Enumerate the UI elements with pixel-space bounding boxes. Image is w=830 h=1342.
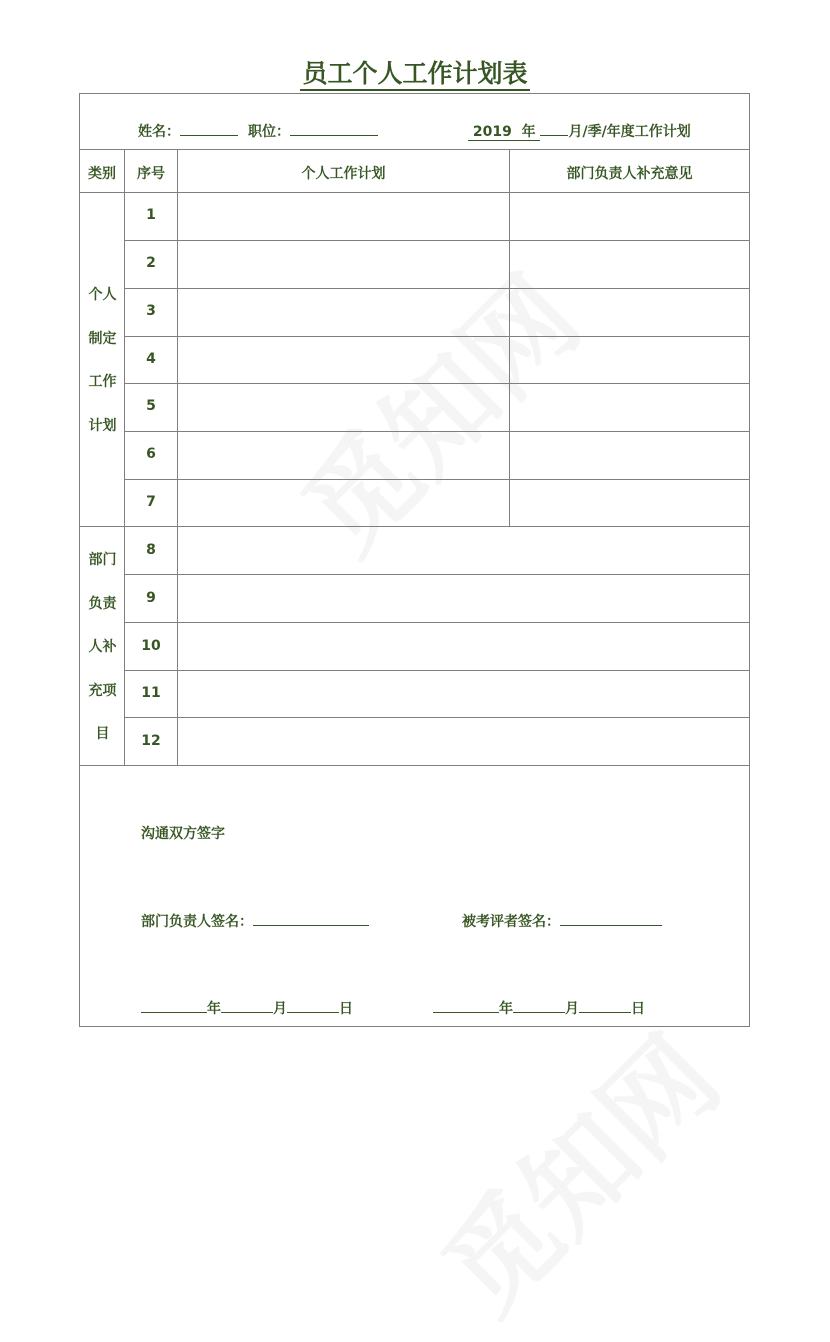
row-number: 1 xyxy=(146,207,156,223)
category-line: 充项 xyxy=(88,682,117,699)
year-unit: 年 xyxy=(207,1001,221,1017)
reviewee-date-field xyxy=(433,997,645,1018)
reviewee-sign-label: 被考评者签名： xyxy=(462,914,560,930)
category-line: 工作 xyxy=(88,374,117,390)
row-number: 12 xyxy=(141,733,161,749)
row-number: 7 xyxy=(146,494,156,510)
row-number: 8 xyxy=(146,542,156,558)
column-header-plan: 个人工作计划 xyxy=(301,166,386,182)
category-line: 负责 xyxy=(88,595,117,612)
row-number: 9 xyxy=(146,590,156,606)
column-header-category: 类别 xyxy=(88,166,116,182)
year-text: 2019 xyxy=(472,124,512,140)
column-header-number: 序号 xyxy=(137,166,165,182)
year-value[interactable] xyxy=(468,124,540,141)
dept-day-input[interactable] xyxy=(287,997,339,1013)
reviewee-year-input[interactable] xyxy=(433,997,499,1013)
dept-month-input[interactable] xyxy=(221,997,273,1013)
position-label: 职位： xyxy=(248,124,290,140)
watermark: 觅知网 xyxy=(279,253,604,578)
month-input[interactable] xyxy=(540,120,568,136)
category-line: 人补 xyxy=(88,639,117,655)
reviewee-signature-input[interactable] xyxy=(560,910,662,926)
month-unit: 月 xyxy=(565,1001,579,1017)
category-line: 计划 xyxy=(88,417,117,434)
header-position-field xyxy=(248,120,378,141)
plan-form xyxy=(79,93,750,1027)
name-label: 姓名： xyxy=(138,124,180,140)
category-line: 部门 xyxy=(88,552,117,568)
reviewee-signature-field xyxy=(462,910,662,931)
day-unit: 日 xyxy=(631,1001,645,1017)
watermark: 觅知网 xyxy=(419,1013,744,1338)
row-number: 3 xyxy=(146,303,156,319)
period-label: 月/季/年度工作计划 xyxy=(568,124,691,140)
category-line: 目 xyxy=(95,726,110,742)
row-number: 10 xyxy=(141,638,161,654)
dept-signature-field xyxy=(141,910,369,931)
dept-sign-label: 部门负责人签名： xyxy=(141,914,253,930)
reviewee-day-input[interactable] xyxy=(579,997,631,1013)
row-number: 2 xyxy=(146,255,156,271)
name-input[interactable] xyxy=(180,120,238,136)
dept-signature-input[interactable] xyxy=(253,910,369,926)
row-number: 5 xyxy=(146,398,156,414)
day-unit: 日 xyxy=(339,1001,353,1017)
header-name-field xyxy=(138,120,238,141)
section1-category xyxy=(80,274,125,448)
section2-category xyxy=(80,539,125,757)
reviewee-month-input[interactable] xyxy=(513,997,565,1013)
page-title: 员工个人工作计划表 xyxy=(0,54,830,90)
category-line: 制定 xyxy=(88,330,117,347)
year-unit: 年 xyxy=(521,124,536,140)
header-period-field xyxy=(468,120,691,141)
column-header-opinion: 部门负责人补充意见 xyxy=(566,166,693,182)
dept-date-field xyxy=(141,997,353,1018)
row-number: 6 xyxy=(146,446,156,462)
dept-year-input[interactable] xyxy=(141,997,207,1013)
year-unit: 年 xyxy=(499,1001,513,1017)
category-line: 个人 xyxy=(88,287,117,303)
month-unit: 月 xyxy=(273,1001,287,1017)
row-number: 4 xyxy=(146,351,156,367)
position-input[interactable] xyxy=(290,120,378,136)
communication-label: 沟通双方签字 xyxy=(141,826,225,842)
row-number: 11 xyxy=(141,685,161,701)
